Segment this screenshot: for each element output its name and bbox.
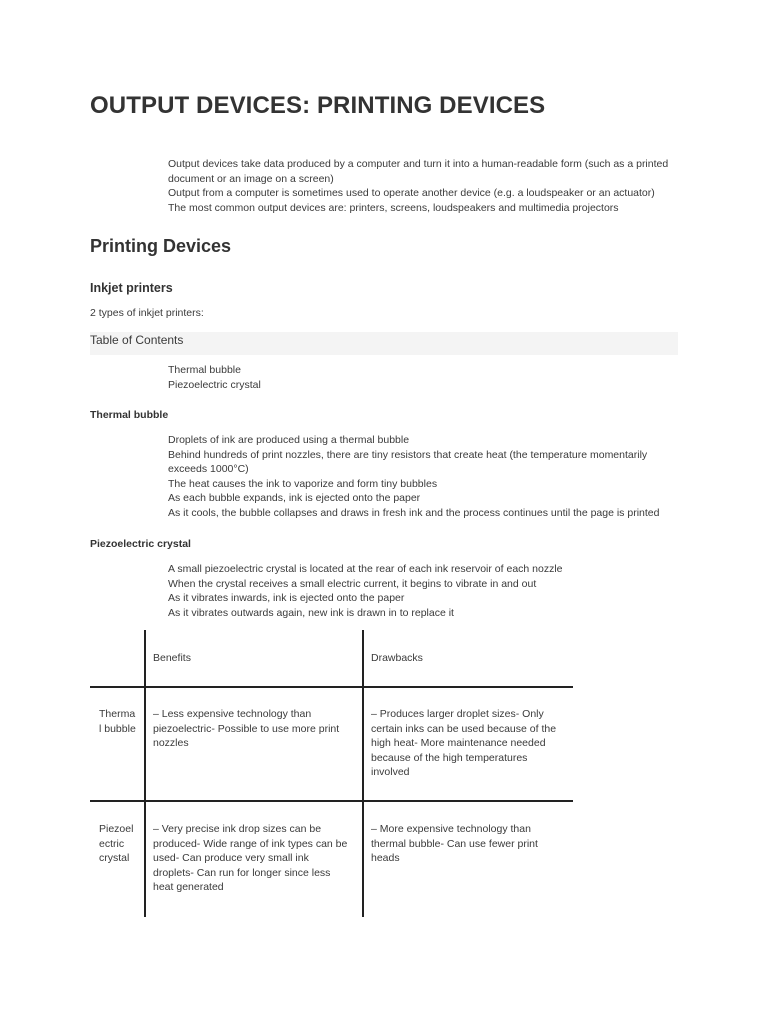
table-row-label xyxy=(99,707,136,736)
list-item: As each bubble expands, ink is ejected onto the paper xyxy=(168,492,421,505)
comparison-table xyxy=(90,630,573,917)
label-line: Piezoel xyxy=(99,823,134,835)
list-item: As it vibrates inwards, ink is ejected onto the paper xyxy=(168,592,405,605)
section-heading: Printing Devices xyxy=(90,236,232,256)
table-cell-benefits xyxy=(153,707,339,751)
label-line: l bubble xyxy=(99,722,136,735)
intro-line: The most common output devices are: printers, screens, loudspeakers and multimedia projectors xyxy=(168,201,619,214)
table-divider xyxy=(144,630,146,917)
subsection-heading: Inkjet printers xyxy=(90,281,173,295)
label-line: Therma xyxy=(99,708,136,720)
list-item: Behind hundreds of print nozzles, there are tiny resistors that create heat (the temperature momentarily xyxy=(168,448,648,461)
table-cell-drawbacks xyxy=(371,822,538,866)
intro-line: Output devices take data produced by a computer and turn it into a human-readable form (such as a printed xyxy=(168,158,669,170)
table-row-label xyxy=(99,822,133,866)
cell-line: high heat- More maintenance needed xyxy=(371,737,546,750)
page-title: OUTPUT DEVICES: PRINTING DEVICES xyxy=(90,92,546,119)
list-item: As it cools, the bubble collapses and draws in fresh ink and the process continues until the page is printed xyxy=(168,506,660,519)
cell-line: piezoelectric- Possible to use more print xyxy=(153,722,340,735)
cell-line: – More expensive technology than xyxy=(371,823,531,835)
cell-line: involved xyxy=(371,766,410,779)
cell-line: thermal bubble- Can use fewer print xyxy=(371,837,538,850)
cell-line: produced- Wide range of ink types can be xyxy=(153,837,348,850)
thermal-bubble-heading: Thermal bubble xyxy=(90,409,169,421)
cell-line: because of the high temperatures xyxy=(371,751,528,764)
cell-line: – Less expensive technology than xyxy=(153,708,312,720)
toc-header xyxy=(90,332,678,355)
list-item: Droplets of ink are produced using a thermal bubble xyxy=(168,434,410,446)
intro-line: document or an image on a screen) xyxy=(168,172,334,185)
cell-line: certain inks can be used because of the xyxy=(371,722,557,735)
toc-list xyxy=(168,363,261,392)
cell-line: droplets- Can run for longer since less xyxy=(153,866,331,879)
table-divider xyxy=(90,800,573,802)
cell-line: – Produces larger droplet sizes- Only xyxy=(371,708,544,720)
label-line: crystal xyxy=(99,852,130,865)
table-cell-drawbacks xyxy=(371,707,556,780)
list-item: A small piezoelectric crystal is located at the rear of each ink reservoir of each nozzle xyxy=(168,563,563,575)
table-divider xyxy=(362,630,364,917)
toc-link-thermal-bubble[interactable]: Thermal bubble xyxy=(168,364,241,376)
label-line: ectric xyxy=(99,837,125,850)
thermal-bubble-list xyxy=(168,433,659,521)
table-divider xyxy=(90,686,573,688)
intro-line: Output from a computer is sometimes used to operate another device (e.g. a loudspeaker or an actuator) xyxy=(168,187,655,200)
toc-link-piezoelectric-crystal[interactable]: Piezoelectric crystal xyxy=(168,378,261,391)
cell-line: – Very precise ink drop sizes can be xyxy=(153,823,322,835)
list-item: When the crystal receives a small electric current, it begins to vibrate in and out xyxy=(168,577,537,590)
piezoelectric-crystal-list xyxy=(168,562,563,620)
list-item: The heat causes the ink to vaporize and form tiny bubbles xyxy=(168,477,438,490)
cell-line: heat generated xyxy=(153,881,224,894)
cell-line: used- Can produce very small ink xyxy=(153,852,309,865)
cell-line: heads xyxy=(371,852,400,865)
table-cell-benefits xyxy=(153,822,347,895)
toc-title: Table of Contents xyxy=(90,333,184,347)
table-header-drawbacks: Drawbacks xyxy=(371,652,423,664)
piezoelectric-crystal-heading: Piezoelectric crystal xyxy=(90,538,191,550)
list-item: exceeds 1000°C) xyxy=(168,463,249,476)
list-item: As it vibrates outwards again, new ink is drawn in to replace it xyxy=(168,606,454,619)
table-header-benefits: Benefits xyxy=(153,652,191,664)
intro-block xyxy=(168,157,668,215)
lead-text: 2 types of inkjet printers: xyxy=(90,307,204,319)
cell-line: nozzles xyxy=(153,737,189,750)
